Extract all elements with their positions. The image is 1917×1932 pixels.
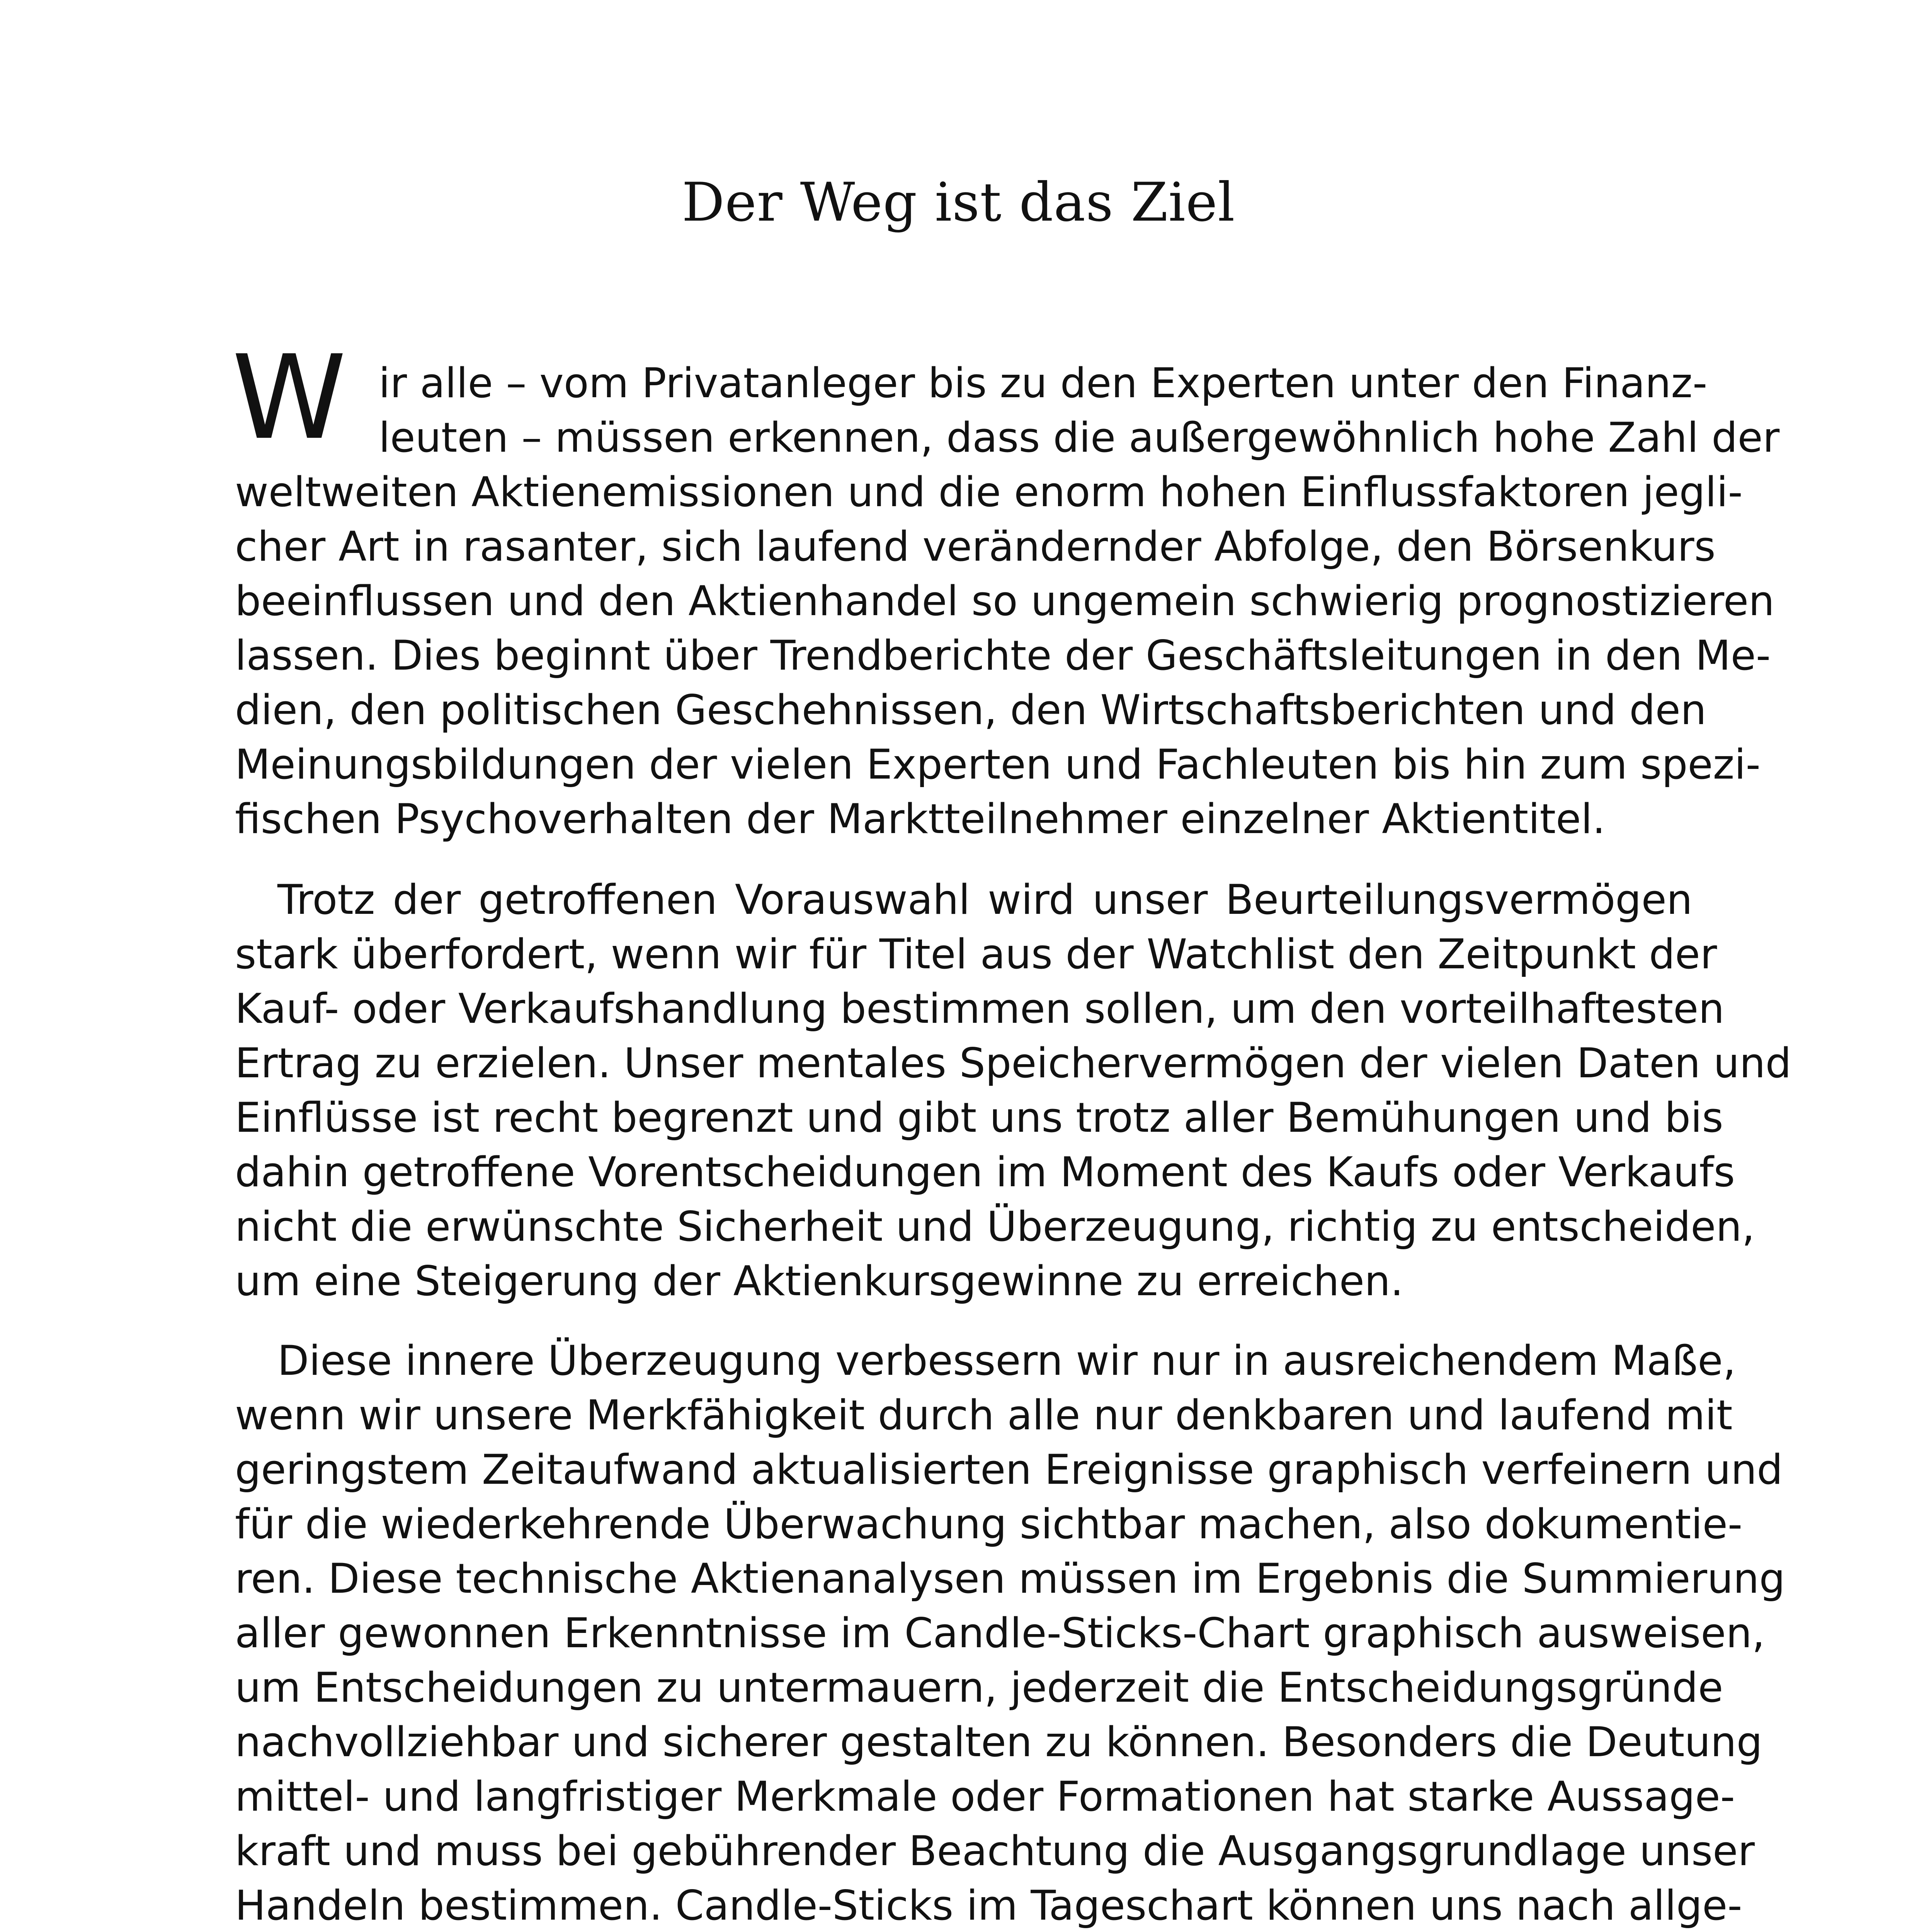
text-line: ren. Diese technische Aktienanalysen müssen im Ergebnis die Summierung [235,1555,1785,1602]
text-line: aller gewonnen Erkenntnisse im Candle-Sticks-Chart graphisch ausweisen, [235,1609,1765,1657]
text-line: Diese innere Überzeugung verbessern wir nur in ausreichendem Maße, [277,1337,1736,1384]
text-line: fischen Psychoverhalten der Marktteilnehmer einzelner Aktientitel. [235,795,1606,843]
text-line: um Entscheidungen zu untermauern, jederzeit die Entscheidungsgründe [235,1664,1723,1711]
text-line: stark überfordert, wenn wir für Titel aus der Watchlist den Zeitpunkt der [235,930,1717,978]
page-title: Der Weg ist das Ziel [682,171,1235,233]
text-line: für die wiederkehrende Überwachung sichtbar machen, also dokumentie- [235,1500,1743,1548]
text-line: cher Art in rasanter, sich laufend verändernder Abfolge, den Börsenkurs [235,523,1716,570]
text-line: geringstem Zeitaufwand aktualisierten Ereignisse graphisch verfeinern und [235,1446,1783,1493]
text-line: um eine Steigerung der Aktienkursgewinne zu erreichen. [235,1257,1403,1305]
text-line: nachvollziehbar und sicherer gestalten zu können. Besonders die Deutung [235,1718,1763,1766]
text-line: leuten – müssen erkennen, dass die außergewöhnlich hohe Zahl der [379,414,1780,461]
text-line: Handeln bestimmen. Candle-Sticks im Tageschart können uns nach allge- [235,1882,1742,1929]
text-line: Meinungsbildungen der vielen Experten und Fachleuten bis hin zum spezi- [235,741,1761,788]
text-line: wenn wir unsere Merkfähigkeit durch alle nur denkbaren und laufend mit [235,1391,1733,1439]
text-line: Ertrag zu erzielen. Unser mentales Speichervermögen der vielen Daten und [235,1039,1791,1087]
text-line: Kauf- oder Verkaufshandlung bestimmen sollen, um den vorteilhaftesten [235,985,1725,1032]
text-line: nicht die erwünschte Sicherheit und Überzeugung, richtig zu entscheiden, [235,1203,1755,1250]
text-line: weltweiten Aktienemissionen und die enorm hohen Einflussfaktoren jegli- [235,468,1743,516]
text-line: Einflüsse ist recht begrenzt und gibt uns trotz aller Bemühungen und bis [235,1094,1723,1141]
text-line: ir alle – vom Privatanleger bis zu den Experten unter den Finanz- [379,359,1708,407]
drop-cap: W [232,330,347,465]
text-line: mittel- und langfristiger Merkmale oder Formationen hat starke Aussage- [235,1773,1735,1820]
text-line: dahin getroffene Vorentscheidungen im Moment des Kaufs oder Verkaufs [235,1148,1735,1196]
text-line: kraft und muss bei gebührender Beachtung die Ausgangsgrundlage unser [235,1827,1755,1875]
text-line: lassen. Dies beginnt über Trendberichte der Geschäftsleitungen in den Me- [235,632,1771,679]
text-line: dien, den politischen Geschehnissen, den Wirtschaftsberichten und den [235,686,1707,734]
text-line: beeinflussen und den Aktienhandel so ungemein schwierig prognostizieren [235,577,1775,625]
text-line: Trotz der getroffenen Vorauswahl wird unser Beurteilungsvermögen [277,876,1692,923]
